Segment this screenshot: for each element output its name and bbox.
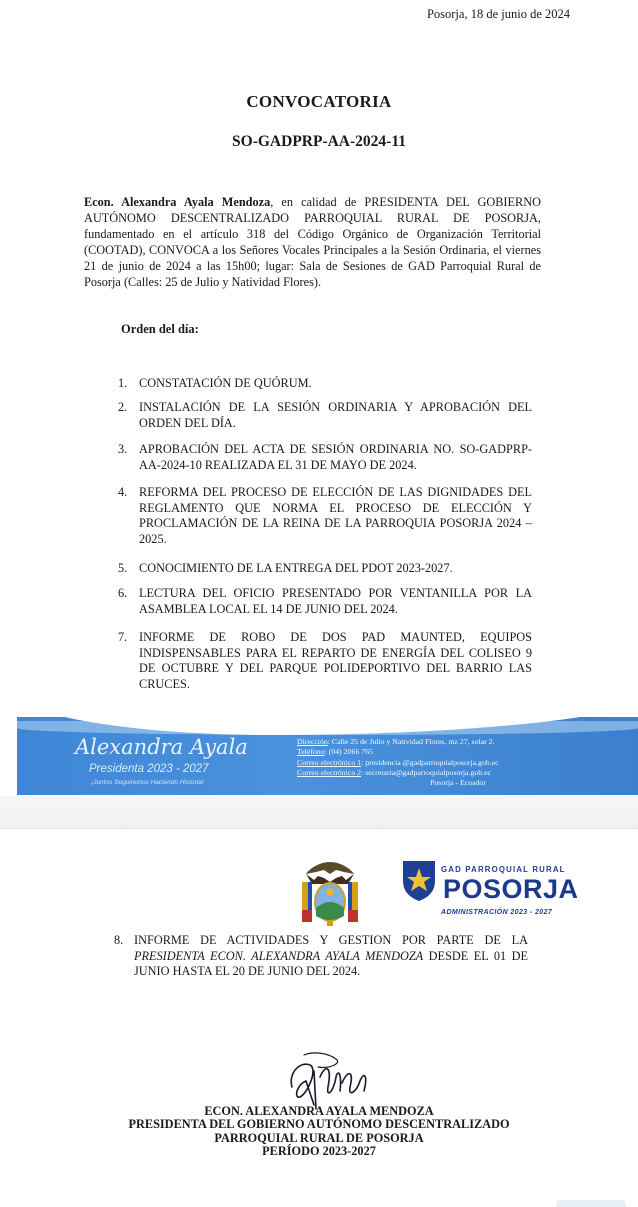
- document-code: SO-GADPRP-AA-2024-11: [232, 133, 406, 150]
- order-of-day-title: Orden del día:: [121, 322, 199, 336]
- document-title: CONVOCATORIA: [246, 92, 392, 111]
- logo-main-text: POSORJA: [443, 874, 579, 904]
- address-value: : Calle 25 de Julio y Natividad Flores, mz 27, solar 2.: [327, 737, 495, 746]
- agenda-item: [118, 485, 532, 547]
- agenda-item-8: [114, 933, 528, 980]
- agenda-item: [118, 630, 532, 692]
- agenda-number: 3.: [118, 442, 128, 456]
- item8-italic: PRESIDENTA ECON. ALEXANDRA AYALA MENDOZA: [134, 948, 424, 963]
- footer-slogan: ¡Juntos Seguiremos Haciendo Historia!: [91, 779, 204, 786]
- footer-signature-name: Alexandra Ayala: [75, 735, 248, 759]
- agenda-number: 8.: [114, 933, 124, 947]
- email2-label: Correo electrónico 2: [297, 767, 362, 777]
- document-date: Posorja, 18 de junio de 2024: [426, 7, 570, 21]
- footer-location: Posorja - Ecuador: [430, 778, 486, 788]
- phone-value: : (04) 2066 765: [324, 747, 373, 757]
- email2-value[interactable]: : secretaria@gadparroquialposorja.gob.ec: [361, 767, 492, 777]
- agenda-text: APROBACIÓN DEL ACTA DE SESIÓN ORDINARIA NO. SO-GADPRP- AA-2024-10 REALIZADA EL 31 DE MAYO DE 2024.: [139, 442, 532, 472]
- agenda-number: 2.: [118, 400, 128, 414]
- page-break: [0, 796, 638, 828]
- signature-block: [0, 1105, 638, 1158]
- address-label: Dirección: [297, 737, 328, 746]
- agenda-number: 6.: [118, 586, 128, 600]
- agenda-text: REFORMA DEL PROCESO DE ELECCIÓN DE LAS DIGNIDADES DEL REGLAMENTO QUE NORMA EL PROCESO DE ELECCIÓN Y PROCLAMACIÓN DE LA REINA DE LA PARROQUIA POSORJA 2024 – 2025.: [139, 485, 532, 546]
- item8-lead: INFORME DE ACTIVIDADES Y GESTION POR PARTE DE LA: [134, 933, 528, 947]
- agenda-text: CONOCIMIENTO DE LA ENTREGA DEL PDOT 2023-2027.: [139, 561, 453, 575]
- letterhead-footer: [17, 717, 638, 795]
- logo-top-text: GAD PARROQUIAL RURAL: [441, 865, 566, 874]
- agenda-number: 4.: [118, 485, 128, 499]
- intro-name: Econ. Alexandra Ayala Mendoza: [84, 195, 271, 209]
- agenda-text: CONSTATACIÓN DE QUÓRUM.: [139, 376, 312, 390]
- gad-posorja-logo: [399, 855, 579, 923]
- agenda-text: INSTALACIÓN DE LA SESIÓN ORDINARIA Y APROBACIÓN DEL ORDEN DEL DÍA.: [139, 400, 532, 430]
- intro-paragraph: [84, 194, 541, 290]
- agenda-number: 7.: [118, 630, 128, 644]
- signer-title-line1: PRESIDENTA DEL GOBIERNO AUTÓNOMO DESCENTRALIZADO: [128, 1117, 510, 1132]
- agenda-number: 1.: [118, 376, 128, 390]
- agenda-text: INFORME DE ROBO DE DOS PAD MAUNTED, EQUIPOS INDISPENSABLES PARA EL REPARTO DE ENERGÍA DEL COLISEO 9 DE OCTUBRE Y DEL PARQUE POLIDEPORTIVO DEL BARRIO LAS CRUCES.: [139, 630, 532, 691]
- agenda-number: 5.: [118, 561, 128, 575]
- agenda-text: LECTURA DEL OFICIO PRESENTADO POR VENTANILLA POR LA ASAMBLEA LOCAL EL 14 DE JUNIO DEL 2024.: [139, 586, 532, 616]
- next-page-hint: [556, 1200, 626, 1207]
- agenda-item: [118, 442, 532, 473]
- star-shield-icon: [399, 859, 439, 903]
- agenda-item: [118, 586, 532, 617]
- signer-name: ECON. ALEXANDRA AYALA MENDOZA: [204, 1104, 434, 1118]
- intro-text: , en calidad de PRESIDENTA DEL GOBIERNO AUTÓNOMO DESCENTRALIZADO PARROQUIAL RURAL DE POSORJA, fundamentado en el artículo 318 del Código Orgánico de Organización Territorial (COOTAD), CONVOCA a los Señores Vocales Principales a la Sesión Ordinaria, el viernes 21 de junio de 2024 a las 15h00; lugar: Sala de Sesiones de GAD Parroquial Rural de Posorja (Calles: 25 de Julio y Natividad Flores).: [84, 195, 541, 289]
- phone-label: Teléfono: [297, 747, 325, 757]
- footer-contact: [297, 737, 597, 788]
- signer-period: PERÍODO 2023-2027: [262, 1143, 376, 1158]
- email1-value[interactable]: : presidencia @gadparroquialposorja.gob.ec: [361, 757, 499, 767]
- logo-sub-text: ADMINISTRACIÓN 2023 - 2027: [441, 909, 553, 916]
- agenda-item: [118, 561, 532, 577]
- ecuador-coat-of-arms-icon: [296, 858, 364, 928]
- agenda-item: [118, 376, 532, 392]
- footer-role: Presidenta 2023 - 2027: [89, 763, 209, 775]
- signer-title-line2: PARROQUIAL RURAL DE POSORJA: [214, 1130, 424, 1145]
- agenda-item: [118, 400, 532, 431]
- page-divider: [0, 828, 638, 829]
- item8-tail: DESDE EL 01 DE JUNIO HASTA EL 20 DE JUNIO DEL 2024.: [134, 948, 528, 978]
- email1-label: Correo electrónico 1: [297, 757, 362, 767]
